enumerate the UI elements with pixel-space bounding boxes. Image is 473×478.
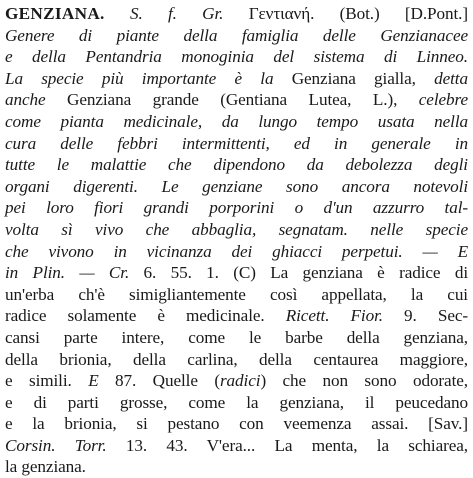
entry-line bbox=[5, 111, 468, 133]
entry-line bbox=[5, 241, 468, 263]
entry-line bbox=[5, 133, 468, 155]
entry-text-italic: cura delle febbri intermittenti, ed in generale in bbox=[5, 133, 468, 153]
entry-text: e la brionia, si pestano con veemenza assai. [Sav.] bbox=[5, 414, 468, 434]
entry-text-italic: come pianta medicinale, da lungo tempo usata nella bbox=[5, 111, 468, 131]
dictionary-entry-genziana bbox=[5, 3, 468, 478]
entry-text-italic: S. f. Gr. bbox=[104, 4, 249, 23]
entry-text-italic: volta sì vivo che abbaglia, segnatam. nelle specie bbox=[5, 219, 468, 239]
entry-line bbox=[5, 327, 468, 349]
entry-line bbox=[5, 284, 468, 306]
entry-text-italic: che vivono in vicinanza dei ghiacci perpetui. — E bbox=[5, 241, 468, 261]
entry-text: un'erba ch'è simigliantemente così appellata, la cui bbox=[5, 284, 468, 304]
entry-line bbox=[5, 305, 468, 327]
entry-text: la genziana. bbox=[5, 457, 86, 477]
entry-text: radice solamente è medicinale. bbox=[5, 306, 286, 326]
entry-text-italic: detta bbox=[415, 68, 468, 88]
entry-text-italic: organi digerenti. Le genziane sono ancora notevoli bbox=[5, 176, 468, 196]
entry-text-italic: Genere di piante della famiglia delle Genzianacee bbox=[5, 25, 468, 45]
entry-text: ) che non sono odorate, bbox=[260, 371, 468, 391]
greek-etymology: Γεντιανή. bbox=[248, 4, 315, 23]
entry-line bbox=[5, 46, 468, 68]
entry-line bbox=[5, 197, 468, 219]
entry-text: (Bot.) [D.Pont.] bbox=[314, 4, 469, 23]
entry-text-italic: anche bbox=[5, 90, 68, 110]
entry-text-italic: celebre bbox=[397, 90, 468, 110]
entry-text-italic: E bbox=[88, 371, 99, 391]
entry-line bbox=[5, 25, 468, 47]
entry-line bbox=[5, 435, 468, 457]
entry-text: cansi parte intere, come le barbe della genziana, bbox=[5, 327, 468, 347]
entry-line bbox=[5, 219, 468, 241]
entry-line bbox=[5, 176, 468, 198]
entry-text-italic: tutte le malattie che dipendono da debolezza degli bbox=[5, 155, 468, 175]
entry-text: della brionia, della carlina, della centaurea maggiore, bbox=[5, 349, 468, 369]
entry-line bbox=[5, 262, 468, 284]
entry-text-italic: Ricett. Fior. bbox=[285, 306, 383, 326]
entry-text: 6. 55. 1. (C) La genziana è radice di bbox=[143, 263, 469, 283]
entry-line bbox=[5, 370, 468, 392]
entry-text-italic: in Plin. — Cr. bbox=[5, 263, 144, 283]
entry-line bbox=[5, 3, 468, 25]
entry-text: Genziana grande (Gentiana Lutea, L.), bbox=[67, 90, 398, 110]
entry-line bbox=[5, 154, 468, 176]
entry-text-italic: La specie più importante è la bbox=[5, 68, 292, 88]
entry-text: e di parti grosse, come la genziana, il peucedano bbox=[5, 392, 468, 412]
entry-line bbox=[5, 89, 468, 111]
entry-text-italic: Corsin. Torr. bbox=[5, 435, 107, 455]
entry-text: Genziana gialla, bbox=[291, 68, 416, 88]
entry-text: 13. 43. V'era... La menta, la schiarea, bbox=[106, 435, 468, 455]
entry-line bbox=[5, 68, 468, 90]
entry-text: 9. Sec- bbox=[382, 306, 468, 326]
entry-text-italic: e della Pentandria monoginia del sistema di Linneo. bbox=[5, 47, 468, 67]
entry-text: e simili. bbox=[5, 371, 89, 391]
headword: GENZIANA. bbox=[5, 4, 105, 23]
entry-text-italic: radici bbox=[219, 371, 261, 391]
entry-text-italic: pei loro fiori grandi porporini o d'un azzurro tal- bbox=[5, 198, 468, 218]
entry-line bbox=[5, 349, 468, 371]
entry-line bbox=[5, 392, 468, 414]
entry-text: 87. Quelle ( bbox=[98, 371, 220, 391]
entry-line bbox=[5, 413, 468, 435]
entry-line bbox=[5, 456, 468, 478]
